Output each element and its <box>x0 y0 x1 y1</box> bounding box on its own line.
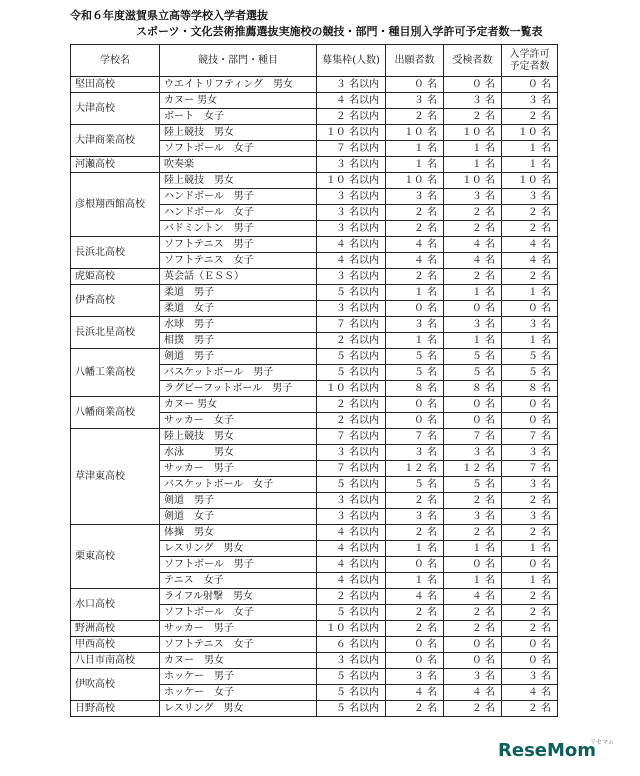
school-name-cell: 八日市南高校 <box>71 653 160 669</box>
event-cell: バドミントン 男子 <box>160 221 317 237</box>
event-cell: 陸上競技 男女 <box>160 429 317 445</box>
applicants-cell: ２ 名 <box>386 205 444 221</box>
admitted-cell: ３ 名 <box>502 317 558 333</box>
quota-cell: ４ 名以内 <box>317 573 386 589</box>
examinees-cell: ０ 名 <box>444 77 502 93</box>
admitted-cell: ２ 名 <box>502 589 558 605</box>
header-event: 競技・部門・種目 <box>160 45 317 77</box>
table-row <box>71 93 558 109</box>
examinees-cell: ３ 名 <box>444 93 502 109</box>
event-cell: ソフトボール 女子 <box>160 141 317 157</box>
event-cell: カヌー 男女 <box>160 653 317 669</box>
admitted-cell: ３ 名 <box>502 477 558 493</box>
event-cell: ソフトテニス 男子 <box>160 237 317 253</box>
applicants-cell: ０ 名 <box>386 637 444 653</box>
quota-cell: ３ 名以内 <box>317 205 386 221</box>
applicants-cell: １０ 名 <box>386 173 444 189</box>
table-row <box>71 397 558 413</box>
examinees-cell: ４ 名 <box>444 685 502 701</box>
quota-cell: ２ 名以内 <box>317 397 386 413</box>
event-cell: ボート 女子 <box>160 109 317 125</box>
admitted-cell: ２ 名 <box>502 701 558 717</box>
admitted-cell: ２ 名 <box>502 269 558 285</box>
event-cell: ハンドボール 女子 <box>160 205 317 221</box>
examinees-cell: １ 名 <box>444 333 502 349</box>
school-name-cell: 大津高校 <box>71 93 160 125</box>
table-row <box>71 317 558 333</box>
admitted-cell: １ 名 <box>502 141 558 157</box>
examinees-cell: １ 名 <box>444 285 502 301</box>
school-name-cell: 八幡商業高校 <box>71 397 160 429</box>
quota-cell: ３ 名以内 <box>317 301 386 317</box>
examinees-cell: ０ 名 <box>444 413 502 429</box>
table-row <box>71 621 558 637</box>
examinees-cell: ２ 名 <box>444 621 502 637</box>
quota-cell: １０ 名以内 <box>317 173 386 189</box>
event-cell: カヌー 男女 <box>160 397 317 413</box>
header-quota: 募集枠(人数) <box>317 45 386 77</box>
event-cell: ラグビーフットボール 男子 <box>160 381 317 397</box>
quota-cell: ３ 名以内 <box>317 509 386 525</box>
admitted-cell: ３ 名 <box>502 509 558 525</box>
event-cell: 柔道 女子 <box>160 301 317 317</box>
event-cell: ウエイトリフティング 男女 <box>160 77 317 93</box>
header-applicants: 出願者数 <box>386 45 444 77</box>
admitted-cell: １ 名 <box>502 333 558 349</box>
event-cell: レスリング 男女 <box>160 701 317 717</box>
quota-cell: ５ 名以内 <box>317 477 386 493</box>
admitted-cell: ２ 名 <box>502 621 558 637</box>
quota-cell: ７ 名以内 <box>317 141 386 157</box>
admitted-cell: ４ 名 <box>502 253 558 269</box>
admitted-cell: ４ 名 <box>502 237 558 253</box>
admitted-cell: １０ 名 <box>502 173 558 189</box>
logo-subtext: リセマム <box>590 739 614 746</box>
header-admitted: 入学許可予定者数 <box>502 45 558 77</box>
table-row <box>71 525 558 541</box>
examinees-cell: ４ 名 <box>444 237 502 253</box>
applicants-cell: ５ 名 <box>386 477 444 493</box>
applicants-cell: ２ 名 <box>386 269 444 285</box>
table-row <box>71 349 558 365</box>
applicants-cell: １ 名 <box>386 157 444 173</box>
table-row <box>71 237 558 253</box>
examinees-cell: ３ 名 <box>444 445 502 461</box>
examinees-cell: ７ 名 <box>444 429 502 445</box>
applicants-cell: ３ 名 <box>386 509 444 525</box>
admitted-cell: ３ 名 <box>502 189 558 205</box>
applicants-cell: ３ 名 <box>386 317 444 333</box>
event-cell: レスリング 男女 <box>160 541 317 557</box>
logo-text: ReseMom <box>498 740 597 761</box>
examinees-cell: ０ 名 <box>444 653 502 669</box>
admitted-cell: ２ 名 <box>502 605 558 621</box>
school-name-cell: 長浜北星高校 <box>71 317 160 349</box>
applicants-cell: ８ 名 <box>386 381 444 397</box>
applicants-cell: ０ 名 <box>386 397 444 413</box>
quota-cell: ５ 名以内 <box>317 285 386 301</box>
admission-table <box>70 44 558 717</box>
quota-cell: ２ 名以内 <box>317 333 386 349</box>
admitted-cell: ０ 名 <box>502 301 558 317</box>
event-cell: サッカー 男子 <box>160 621 317 637</box>
admitted-cell: ５ 名 <box>502 365 558 381</box>
school-name-cell: 大津商業高校 <box>71 125 160 157</box>
admitted-cell: ３ 名 <box>502 93 558 109</box>
admitted-cell: ３ 名 <box>502 445 558 461</box>
applicants-cell: １ 名 <box>386 573 444 589</box>
examinees-cell: ３ 名 <box>444 189 502 205</box>
event-cell: 体操 男女 <box>160 525 317 541</box>
event-cell: ソフトボール 男子 <box>160 557 317 573</box>
school-name-cell: 彦根翔西館高校 <box>71 173 160 237</box>
quota-cell: ５ 名以内 <box>317 701 386 717</box>
school-name-cell: 八幡工業高校 <box>71 349 160 397</box>
quota-cell: ２ 名以内 <box>317 413 386 429</box>
examinees-cell: １２ 名 <box>444 461 502 477</box>
admitted-cell: ０ 名 <box>502 397 558 413</box>
quota-cell: ４ 名以内 <box>317 557 386 573</box>
examinees-cell: ３ 名 <box>444 509 502 525</box>
applicants-cell: ４ 名 <box>386 685 444 701</box>
quota-cell: ４ 名以内 <box>317 525 386 541</box>
admitted-cell: ５ 名 <box>502 349 558 365</box>
examinees-cell: ０ 名 <box>444 637 502 653</box>
examinees-cell: ４ 名 <box>444 589 502 605</box>
event-cell: 水泳 男女 <box>160 445 317 461</box>
examinees-cell: １０ 名 <box>444 125 502 141</box>
examinees-cell: ２ 名 <box>444 269 502 285</box>
examinees-cell: ８ 名 <box>444 381 502 397</box>
applicants-cell: ２ 名 <box>386 605 444 621</box>
admitted-cell: ２ 名 <box>502 221 558 237</box>
table-row <box>71 429 558 445</box>
admitted-cell: ４ 名 <box>502 685 558 701</box>
applicants-cell: ２ 名 <box>386 701 444 717</box>
event-cell: サッカー 男子 <box>160 461 317 477</box>
page-subtitle: スポーツ・文化芸術推薦選抜実施校の競技・部門・種目別入学許可予定者数一覧表 <box>136 25 543 38</box>
applicants-cell: １ 名 <box>386 141 444 157</box>
quota-cell: ４ 名以内 <box>317 93 386 109</box>
admitted-cell: ０ 名 <box>502 637 558 653</box>
examinees-cell: ３ 名 <box>444 669 502 685</box>
quota-cell: ３ 名以内 <box>317 445 386 461</box>
resemom-logo <box>498 740 596 761</box>
table-row <box>71 701 558 717</box>
admitted-cell: １ 名 <box>502 573 558 589</box>
event-cell: サッカー 女子 <box>160 413 317 429</box>
examinees-cell: ５ 名 <box>444 477 502 493</box>
school-name-cell: 堅田高校 <box>71 77 160 93</box>
event-cell: ホッケー 女子 <box>160 685 317 701</box>
school-name-cell: 草津東高校 <box>71 429 160 525</box>
examinees-cell: ２ 名 <box>444 221 502 237</box>
quota-cell: ５ 名以内 <box>317 365 386 381</box>
applicants-cell: ３ 名 <box>386 189 444 205</box>
examinees-cell: ０ 名 <box>444 397 502 413</box>
examinees-cell: １ 名 <box>444 141 502 157</box>
header-school: 学校名 <box>71 45 160 77</box>
examinees-cell: ２ 名 <box>444 493 502 509</box>
event-cell: 剣道 男子 <box>160 349 317 365</box>
applicants-cell: ５ 名 <box>386 365 444 381</box>
event-cell: 水球 男子 <box>160 317 317 333</box>
quota-cell: ３ 名以内 <box>317 221 386 237</box>
quota-cell: ６ 名以内 <box>317 637 386 653</box>
applicants-cell: １２ 名 <box>386 461 444 477</box>
table-body <box>71 77 558 717</box>
applicants-cell: １０ 名 <box>386 125 444 141</box>
quota-cell: １０ 名以内 <box>317 621 386 637</box>
applicants-cell: ４ 名 <box>386 589 444 605</box>
quota-cell: １０ 名以内 <box>317 381 386 397</box>
examinees-cell: ５ 名 <box>444 349 502 365</box>
applicants-cell: ７ 名 <box>386 429 444 445</box>
quota-cell: ３ 名以内 <box>317 493 386 509</box>
admitted-cell: ７ 名 <box>502 461 558 477</box>
event-cell: ホッケー 男子 <box>160 669 317 685</box>
applicants-cell: ０ 名 <box>386 77 444 93</box>
quota-cell: ７ 名以内 <box>317 461 386 477</box>
examinees-cell: ２ 名 <box>444 205 502 221</box>
event-cell: 剣道 男子 <box>160 493 317 509</box>
examinees-cell: ４ 名 <box>444 253 502 269</box>
admitted-cell: ０ 名 <box>502 653 558 669</box>
applicants-cell: ０ 名 <box>386 413 444 429</box>
event-cell: 吹奏楽 <box>160 157 317 173</box>
applicants-cell: ３ 名 <box>386 445 444 461</box>
admitted-cell: ２ 名 <box>502 109 558 125</box>
examinees-cell: ２ 名 <box>444 605 502 621</box>
applicants-cell: ５ 名 <box>386 349 444 365</box>
quota-cell: ５ 名以内 <box>317 685 386 701</box>
event-cell: ソフトボール 女子 <box>160 605 317 621</box>
table-row <box>71 653 558 669</box>
applicants-cell: ２ 名 <box>386 493 444 509</box>
table-row <box>71 285 558 301</box>
admitted-cell: ７ 名 <box>502 429 558 445</box>
school-name-cell: 日野高校 <box>71 701 160 717</box>
applicants-cell: ３ 名 <box>386 93 444 109</box>
quota-cell: ４ 名以内 <box>317 237 386 253</box>
header-examinees: 受検者数 <box>444 45 502 77</box>
applicants-cell: ２ 名 <box>386 109 444 125</box>
applicants-cell: ０ 名 <box>386 301 444 317</box>
applicants-cell: ４ 名 <box>386 253 444 269</box>
examinees-cell: ２ 名 <box>444 701 502 717</box>
applicants-cell: １ 名 <box>386 333 444 349</box>
applicants-cell: ２ 名 <box>386 525 444 541</box>
school-name-cell: 虎姫高校 <box>71 269 160 285</box>
school-name-cell: 長浜北高校 <box>71 237 160 269</box>
admitted-cell: ０ 名 <box>502 77 558 93</box>
quota-cell: ３ 名以内 <box>317 189 386 205</box>
quota-cell: ３ 名以内 <box>317 269 386 285</box>
school-name-cell: 伊吹高校 <box>71 669 160 701</box>
applicants-cell: ２ 名 <box>386 621 444 637</box>
examinees-cell: ０ 名 <box>444 557 502 573</box>
admitted-cell: ２ 名 <box>502 525 558 541</box>
quota-cell: ７ 名以内 <box>317 317 386 333</box>
quota-cell: ３ 名以内 <box>317 157 386 173</box>
table-row <box>71 637 558 653</box>
table-row <box>71 157 558 173</box>
school-name-cell: 伊香高校 <box>71 285 160 317</box>
table-row <box>71 125 558 141</box>
examinees-cell: ５ 名 <box>444 365 502 381</box>
event-cell: 陸上競技 男女 <box>160 173 317 189</box>
quota-cell: ２ 名以内 <box>317 589 386 605</box>
examinees-cell: １ 名 <box>444 157 502 173</box>
event-cell: 英会話（ＥＳＳ） <box>160 269 317 285</box>
applicants-cell: ４ 名 <box>386 237 444 253</box>
school-name-cell: 水口高校 <box>71 589 160 621</box>
admitted-cell: ３ 名 <box>502 669 558 685</box>
table-header <box>71 45 558 77</box>
admitted-cell: ２ 名 <box>502 493 558 509</box>
applicants-cell: ３ 名 <box>386 669 444 685</box>
admitted-cell: ２ 名 <box>502 205 558 221</box>
event-cell: ライフル射撃 男女 <box>160 589 317 605</box>
applicants-cell: １ 名 <box>386 541 444 557</box>
event-cell: ソフトテニス 女子 <box>160 253 317 269</box>
event-cell: バスケットボール 男子 <box>160 365 317 381</box>
examinees-cell: ０ 名 <box>444 301 502 317</box>
admitted-cell: １ 名 <box>502 541 558 557</box>
admitted-cell: ０ 名 <box>502 413 558 429</box>
table-row <box>71 669 558 685</box>
quota-cell: ５ 名以内 <box>317 669 386 685</box>
applicants-cell: １ 名 <box>386 285 444 301</box>
event-cell: 柔道 男子 <box>160 285 317 301</box>
admitted-cell: １ 名 <box>502 285 558 301</box>
event-cell: テニス 女子 <box>160 573 317 589</box>
admitted-cell: ８ 名 <box>502 381 558 397</box>
quota-cell: ３ 名以内 <box>317 653 386 669</box>
school-name-cell: 河瀬高校 <box>71 157 160 173</box>
admitted-cell: １０ 名 <box>502 125 558 141</box>
applicants-cell: ０ 名 <box>386 557 444 573</box>
quota-cell: ３ 名以内 <box>317 77 386 93</box>
applicants-cell: ０ 名 <box>386 653 444 669</box>
quota-cell: ５ 名以内 <box>317 605 386 621</box>
examinees-cell: １ 名 <box>444 541 502 557</box>
quota-cell: ４ 名以内 <box>317 253 386 269</box>
examinees-cell: ３ 名 <box>444 317 502 333</box>
table-row <box>71 173 558 189</box>
table-row <box>71 589 558 605</box>
school-name-cell: 野洲高校 <box>71 621 160 637</box>
event-cell: 陸上競技 男女 <box>160 125 317 141</box>
event-cell: 相撲 男子 <box>160 333 317 349</box>
event-cell: カヌー 男女 <box>160 93 317 109</box>
event-cell: バスケットボール 女子 <box>160 477 317 493</box>
admitted-cell: １ 名 <box>502 157 558 173</box>
event-cell: ハンドボール 男子 <box>160 189 317 205</box>
applicants-cell: ２ 名 <box>386 221 444 237</box>
table-row <box>71 269 558 285</box>
quota-cell: ２ 名以内 <box>317 109 386 125</box>
quota-cell: ７ 名以内 <box>317 429 386 445</box>
examinees-cell: ２ 名 <box>444 525 502 541</box>
quota-cell: ５ 名以内 <box>317 349 386 365</box>
quota-cell: ４ 名以内 <box>317 541 386 557</box>
examinees-cell: １０ 名 <box>444 173 502 189</box>
page-title: 令和６年度滋賀県立高等学校入学者選抜 <box>70 9 268 22</box>
examinees-cell: １ 名 <box>444 573 502 589</box>
event-cell: 剣道 女子 <box>160 509 317 525</box>
admitted-cell: ０ 名 <box>502 557 558 573</box>
table-row <box>71 77 558 93</box>
school-name-cell: 甲西高校 <box>71 637 160 653</box>
quota-cell: １０ 名以内 <box>317 125 386 141</box>
school-name-cell: 栗東高校 <box>71 525 160 589</box>
examinees-cell: ２ 名 <box>444 109 502 125</box>
event-cell: ソフトテニス 女子 <box>160 637 317 653</box>
